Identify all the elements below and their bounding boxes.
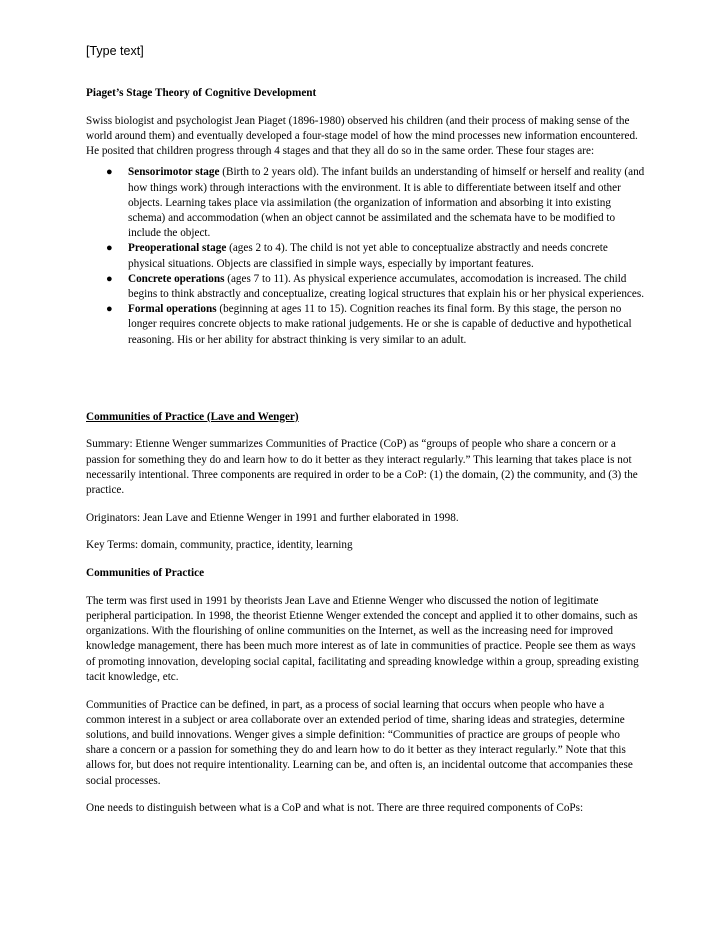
cop-originators: Originators: Jean Lave and Etienne Wenger in 1991 and further elaborated in 1998. [86,511,459,524]
list-item [86,241,646,271]
cop-paragraph-2: Communities of Practice can be defined, in part, as a process of social learning that occurs when people who have a common interest in a subject or area collaborate over an extended period of time, sharing ideas and strategies, determine solutions, and build innovations. Wenger gives a simple definition: “Communities of practice are groups of people who share a concern or a passion for something they do and learn how to do it better as they interact regularly.” Note that this allows for, but does not require intentionality. Learning can be, and often is, an incidental outcome that accompanies these social processes. [86,698,633,787]
stage-name: Preoperational stage [128,242,227,255]
cop-paragraph-3: One needs to distinguish between what is a CoP and what is not. There are three required components of CoPs: [86,802,584,815]
stage-text: (ages 2 to 4). The child is not yet able to conceptualize abstractly and needs concrete physical situations. Objects are classified in simple ways, especially by important features. [128,242,608,270]
piaget-title: Piaget’s Stage Theory of Cognitive Development [86,87,317,99]
stage-text: (Birth to 2 years old). The infant builds an understanding of himself or herself and reality (and how things work) through interactions with the environment. It is able to differentiate between itself and other objects. Learning takes place via assimilation (the organization of information and absorbing it into existing schema) and accommodation (when an object cannot be assimilated and the schemata have to be modified to include the object. [128,166,645,240]
cop-key-terms: Key Terms: domain, community, practice, identity, learning [86,539,353,552]
section-spacer [86,348,646,410]
bullet-icon: ● [106,166,113,179]
bullet-icon: ● [106,242,113,255]
cop-summary: Summary: Etienne Wenger summarizes Communities of Practice (CoP) as “groups of people who share a concern or a passion for something they do and learn how to do it better as they interact regularly.” This learning that takes place is not necessarily intentional. Three components are required in order to be a CoP: (1) the domain, (2) the community, and (3) the practice. [86,438,638,497]
cop-heading: Communities of Practice (Lave and Wenger) [86,410,299,423]
bullet-icon: ● [106,303,113,316]
stage-name: Concrete operations [128,272,225,285]
cop-subheading: Communities of Practice [86,567,205,580]
document-body [86,86,646,829]
stage-text: (ages 7 to 11). As physical experience accumulates, accomodation is increased. The child begins to think abstractly and conceptualize, creating logical structures that explain his or her physical experiences. [128,272,644,300]
stage-name: Sensorimotor stage [128,166,220,179]
page-header: [Type text] [86,44,144,58]
list-item [86,302,646,348]
bullet-icon: ● [106,272,113,285]
list-item [86,165,646,241]
stage-list [86,165,646,347]
stage-name: Formal operations [128,303,217,316]
piaget-intro: Swiss biologist and psychologist Jean Piaget (1896-1980) observed his children (and their process of making sense of the world around them) and eventually developed a four-stage model of how the mind processes new information encountered. He posited that children progress through 4 stages and that they all do so in the same order. These four stages are: [86,114,638,158]
cop-paragraph-1: The term was first used in 1991 by theorists Jean Lave and Etienne Wenger who discussed the notion of legitimate peripheral participation. In 1998, the theorist Etienne Wenger extended the concept and applied it to other domains, such as organizations. With the flourishing of online communities on the Internet, as well as the increasing need for improved knowledge management, there has been much more interest as of late in communities of practice. People see them as ways of promoting innovation, developing social capital, facilitating and spreading knowledge within a group, spreading existing tacit knowledge, etc. [86,594,639,683]
list-item [86,272,646,302]
stage-text: (beginning at ages 11 to 15). Cognition reaches its final form. By this stage, the person no longer requires concrete objects to make rational judgements. He or she is capable of deductive and hypothetical reasoning. His or her ability for abstract thinking is very similar to an adult. [128,303,632,346]
